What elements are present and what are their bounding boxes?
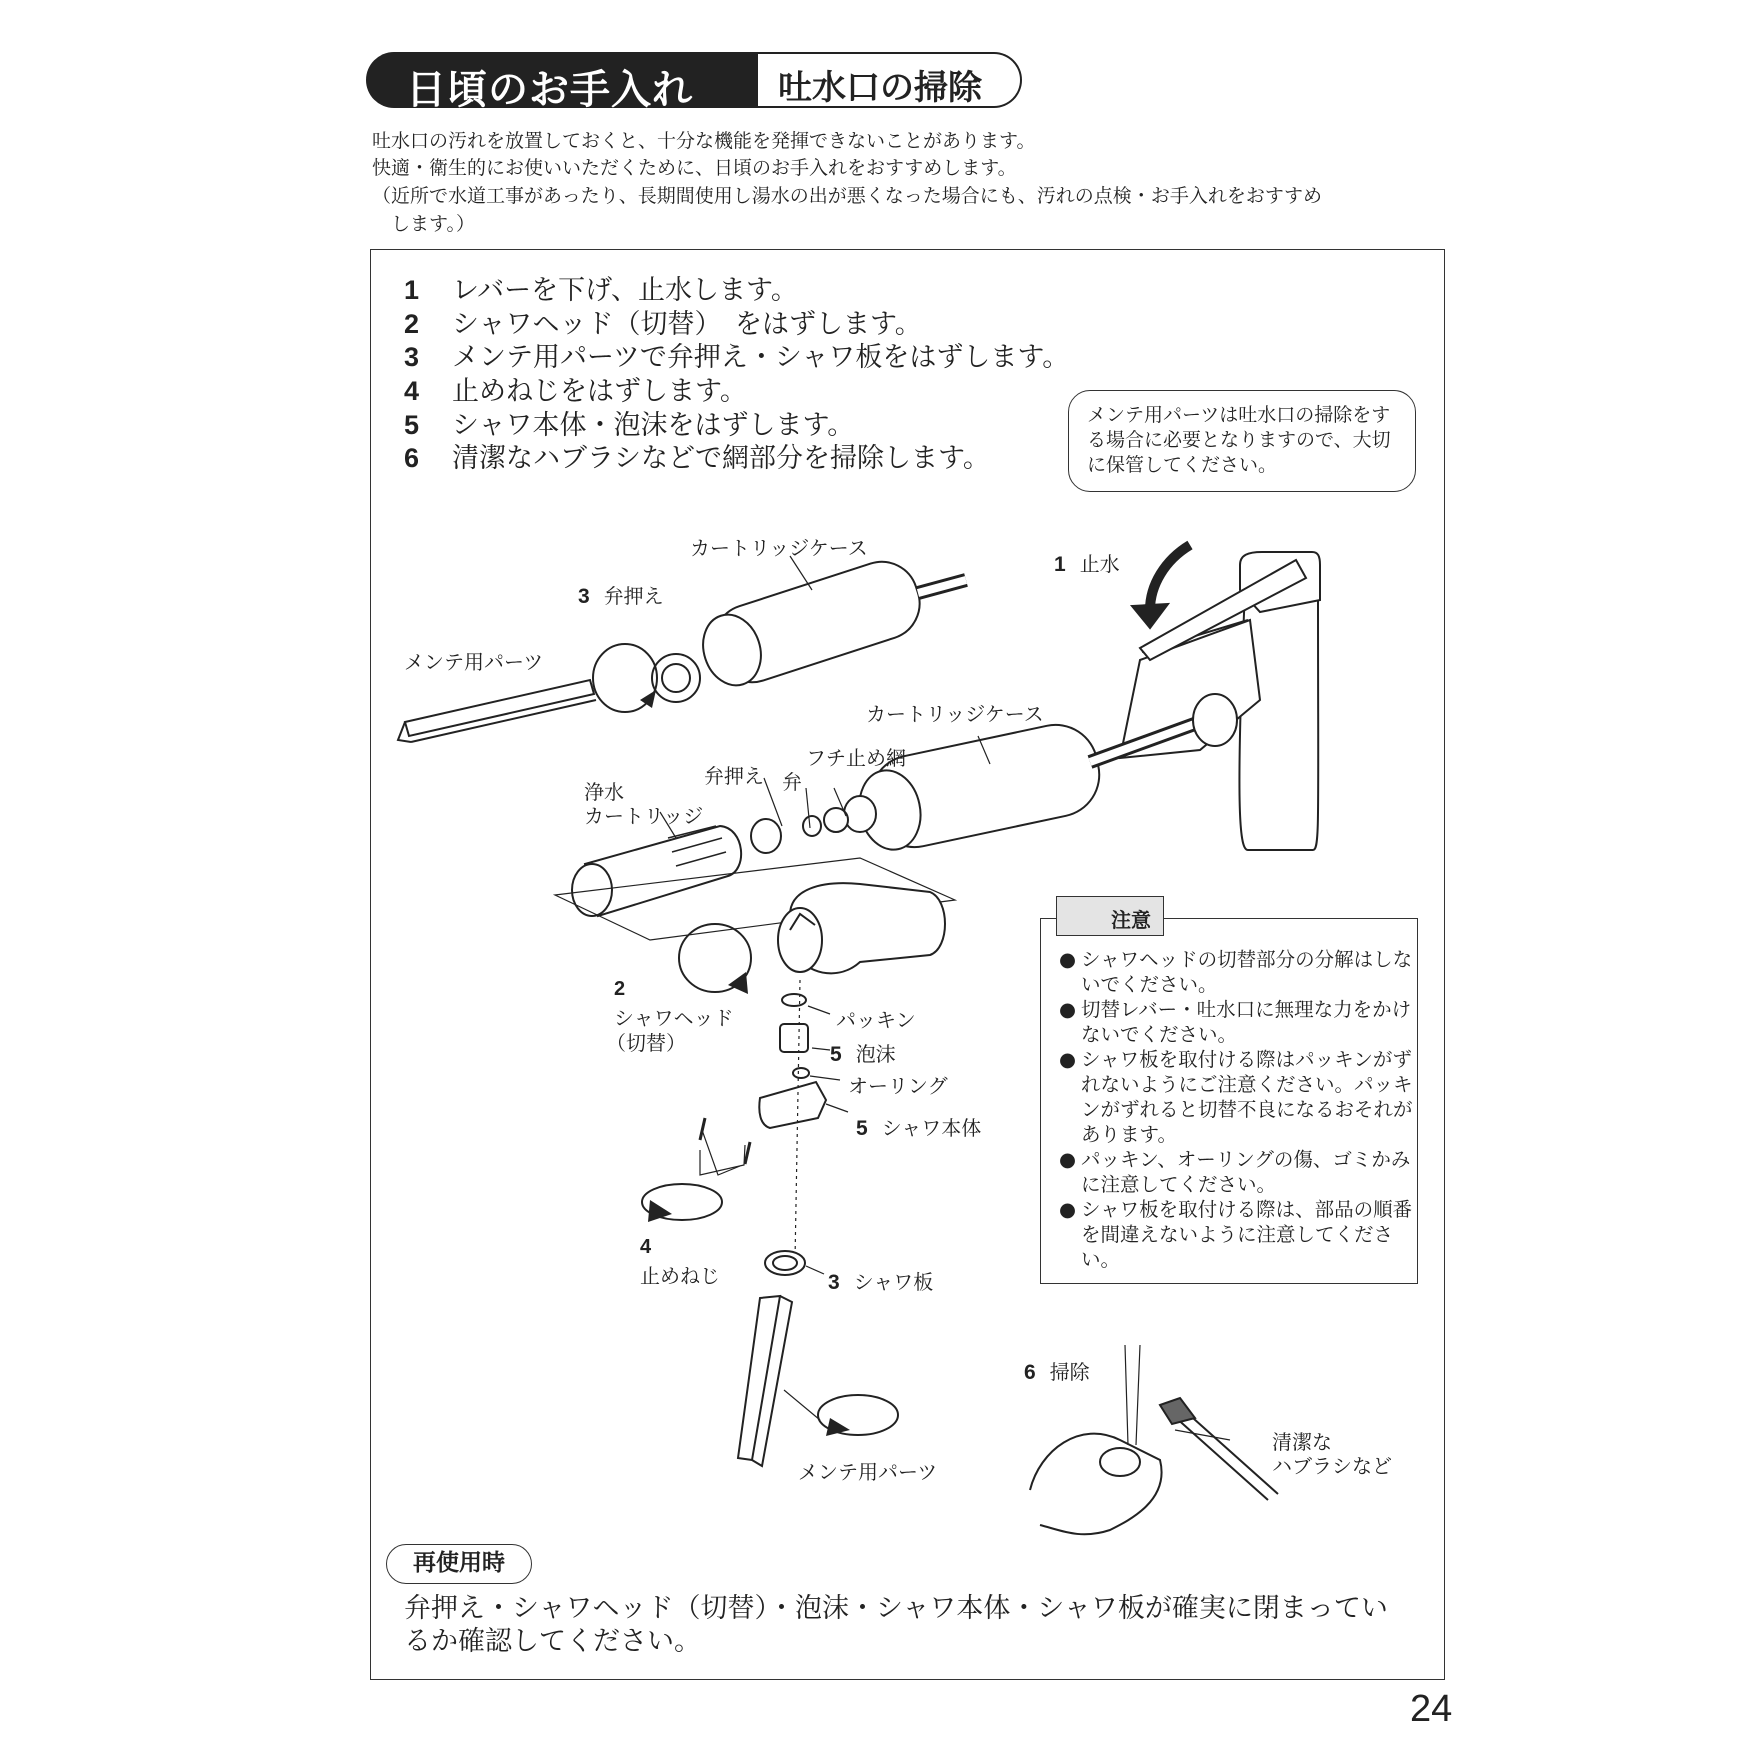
page-number: 24: [1410, 1688, 1453, 1730]
label-valve-holder-top: [578, 580, 664, 609]
step-number: 3: [404, 342, 420, 372]
intro-line-2: 快適・衛生的にお使いいただくために、日頃のお手入れをおすすめします。: [372, 157, 1017, 179]
label-brush-line1: 清潔な: [1272, 1430, 1332, 1454]
label-step-number: 1: [1054, 553, 1066, 576]
label-valve-holder-mid: 弁押え: [704, 764, 764, 788]
step-text: シャワヘッド（切替） をはずします。: [452, 309, 922, 340]
label-set-screw: 止めねじ: [640, 1264, 720, 1288]
label-packing: パッキン: [836, 1008, 916, 1032]
label-cleaning: [1024, 1356, 1090, 1385]
label-text: 止水: [1079, 552, 1120, 576]
bullet-icon: ●: [1059, 1048, 1077, 1071]
step-text: レバーを下げ、止水します。: [452, 275, 798, 306]
intro-line-1: 吐水口の汚れを放置しておくと、十分な機能を発揮できないことがあります。: [372, 130, 1036, 152]
label-text: シャワ板: [853, 1270, 934, 1294]
caution-title: 注意: [1111, 908, 1151, 932]
topic-title: 吐水口の掃除: [778, 68, 982, 108]
label-valve: 弁: [782, 770, 802, 794]
label-cartridge-case-top: カートリッジケース: [690, 536, 868, 560]
label-shower-head-line2: （切替）: [606, 1031, 686, 1055]
label-aerator: [830, 1038, 896, 1067]
step-text: シャワ本体・泡沫をはずします。: [452, 410, 855, 441]
label-cartridge-case-mid: カートリッジケース: [866, 702, 1044, 726]
reuse-title: 再使用時: [386, 1544, 532, 1584]
label-shower-head-line1: シャワヘッド: [614, 1006, 734, 1030]
bullet-icon: ●: [1059, 948, 1077, 971]
label-filter-line1: 浄水: [584, 780, 624, 804]
caution-text: 切替レバー・吐水口に無理な力をかけないでください。: [1081, 998, 1412, 1046]
label-text: 掃除: [1049, 1360, 1090, 1384]
label-step-number: 3: [828, 1271, 840, 1294]
step-text: メンテ用パーツで弁押え・シャワ板をはずします。: [452, 342, 1070, 373]
label-brush-line2: ハブラシなど: [1272, 1454, 1392, 1478]
bullet-icon: ●: [1059, 1198, 1077, 1221]
label-maint-parts-top: メンテ用パーツ: [404, 650, 544, 674]
caution-text: パッキン、オーリングの傷、ゴミかみに注意してください。: [1081, 1148, 1411, 1196]
label-stop-water: [1054, 548, 1120, 577]
step-number: 1: [404, 275, 420, 305]
bullet-icon: ●: [1059, 1148, 1077, 1171]
reuse-text: 弁押え・シャワヘッド（切替）・泡沫・シャワ本体・シャワ板が確実に閉まっているか確認してください。: [404, 1593, 1388, 1657]
label-shower-body: [856, 1112, 981, 1141]
label-step4-number: 4: [640, 1236, 652, 1258]
step-number: 6: [404, 443, 420, 473]
label-maint-parts-bottom: メンテ用パーツ: [798, 1460, 938, 1484]
step-text: 止めねじをはずします。: [452, 376, 747, 407]
step-number: 4: [404, 376, 420, 406]
label-step-number: 3: [578, 585, 590, 608]
label-step2-number: 2: [614, 978, 626, 1000]
intro-line-4: します。）: [372, 213, 475, 235]
label-text: 弁押え: [603, 584, 664, 608]
caution-text: シャワ板を取付ける際はパッキンがずれないようにご注意ください。パッキンがずれると切替不良になるおそれがあります。: [1081, 1048, 1413, 1146]
caution-box: [1040, 918, 1418, 1284]
step-number: 5: [404, 410, 420, 440]
label-step-number: 5: [856, 1117, 868, 1140]
label-step-number: 6: [1024, 1361, 1036, 1384]
label-edge-mesh: フチ止め網: [806, 746, 906, 770]
label-shower-plate: [828, 1266, 933, 1295]
label-filter-line2: カートリッジ: [584, 804, 704, 828]
caution-tag: [1056, 896, 1164, 936]
caution-text: シャワヘッドの切替部分の分解はしないでください。: [1081, 948, 1413, 996]
step-text: 清潔なハブラシなどで網部分を掃除します。: [452, 443, 990, 474]
label-text: 泡沫: [855, 1042, 896, 1066]
label-text: シャワ本体: [881, 1116, 982, 1140]
section-title: 日頃のお手入れ: [406, 67, 693, 113]
caution-text: シャワ板を取付ける際は、部品の順番を間違えないように注意してください。: [1081, 1198, 1413, 1271]
label-step-number: 5: [830, 1043, 842, 1066]
intro-line-3: （近所で水道工事があったり、長期間使用し湯水の出が悪くなった場合にも、汚れの点検・お手入れをおすすめ: [372, 185, 1323, 207]
label-o-ring: オーリング: [848, 1074, 948, 1098]
maintenance-note: メンテ用パーツは吐水口の掃除をする場合に必要となりますので、大切に保管してください。: [1068, 390, 1416, 492]
step-number: 2: [404, 309, 420, 339]
bullet-icon: ●: [1059, 998, 1077, 1021]
